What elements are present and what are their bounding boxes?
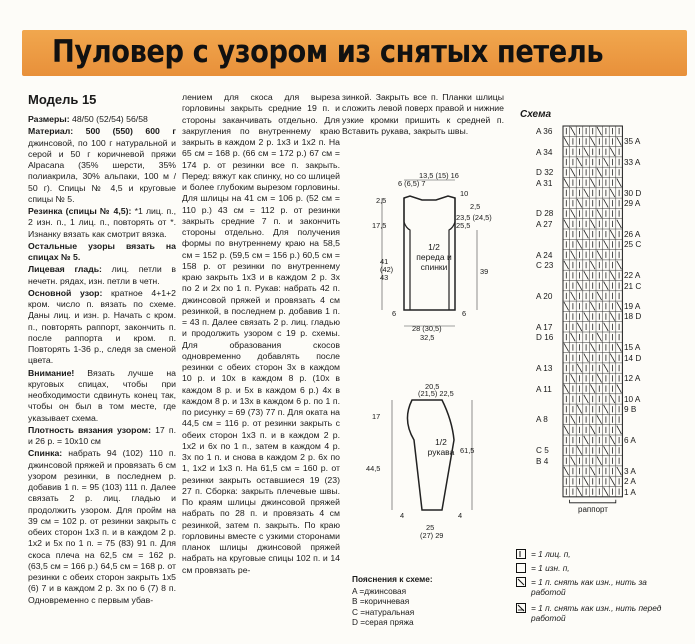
chart-row-label-left: D 28: [536, 209, 554, 219]
sleeve-inner-label: 1/2 рукава: [427, 437, 455, 457]
sleeve-height-left: 44,5: [366, 464, 381, 473]
chart-row-label-left: A 13: [536, 363, 553, 373]
symbol-text: = 1 лиц. п,: [531, 549, 571, 559]
paragraph-text: *1 лиц. п., 2 изн. п., 1 лиц. п., повторять от *. Изнанку вязать как смотрит вязка.: [28, 206, 176, 239]
sleeve-bottom-sub: (27) 29: [420, 531, 444, 540]
slip-stitch-mark: [604, 488, 609, 496]
paragraph-heading: Размеры:: [28, 114, 70, 124]
slip-stitch-mark: [617, 343, 622, 351]
slip-stitch-mark: [590, 302, 595, 310]
slip-stitch-mark: [597, 168, 602, 176]
slip-stitch-mark: [577, 199, 582, 207]
slip-stitch-mark: [584, 148, 589, 156]
paragraph-heading: Плотность вязания узором:: [28, 424, 151, 435]
slip-stitch-front-icon: [516, 603, 526, 613]
slip-stitch-mark: [571, 292, 576, 300]
chart-row-label-left: D 16: [536, 333, 554, 342]
slip-stitch-mark: [584, 230, 589, 238]
chart-row-label-left: A 20: [536, 291, 553, 301]
chart-row-label-left: C 23: [536, 260, 554, 270]
slip-stitch-mark: [610, 312, 615, 320]
slip-stitch-mark: [571, 415, 576, 423]
slip-stitch-mark: [571, 374, 576, 382]
sleeve-bottom-left: 4: [400, 511, 405, 520]
chart-row-label-right: 6 A: [624, 436, 636, 445]
slip-stitch-mark: [564, 467, 569, 475]
paragraph-heading: Материал: 500 (550) 600 г: [28, 126, 176, 137]
chart-row-label-right: 19 A: [624, 302, 641, 312]
front-bottom-inner: 28 (30,5): [412, 324, 442, 333]
chart-row-label-right: 1 A: [624, 487, 636, 497]
slip-stitch-mark: [610, 477, 615, 485]
symbol-text: = 1 п. снять как изн., нить за работой: [531, 577, 647, 597]
slip-stitch-mark: [590, 137, 595, 145]
slip-stitch-mark: [590, 385, 595, 393]
paragraph-heading: Основной узор:: [28, 287, 103, 298]
slip-stitch-mark: [617, 302, 622, 310]
paragraph-heading: Внимание!: [28, 367, 75, 378]
slip-stitch-mark: [564, 220, 569, 228]
slip-stitch-mark: [604, 446, 609, 454]
chart-row-label-left: A 36: [536, 127, 553, 136]
legend-item: A =джинсовая: [352, 585, 407, 596]
slip-stitch-mark: [610, 395, 615, 403]
slip-stitch-mark: [604, 282, 609, 290]
chart-row-label-right: 3 A: [624, 466, 636, 476]
knit-stitch-icon: [516, 549, 526, 559]
slip-stitch-mark: [617, 426, 622, 434]
chart-row-label-right: 35 A: [624, 137, 641, 147]
chart-row-label-left: A 17: [536, 322, 553, 332]
chart-row-label-right: 12 A: [624, 374, 641, 384]
chart-row-label-left: A 24: [536, 250, 553, 260]
slip-stitch-mark: [597, 374, 602, 382]
model-heading: Модель 15: [28, 92, 97, 107]
slip-stitch-mark: [584, 271, 589, 279]
chart-row-label-right: 10 A: [624, 394, 641, 404]
slip-stitch-mark: [571, 251, 576, 259]
symbol-text: = 1 изн. п,: [531, 563, 570, 573]
front-bottom-left: 6: [392, 309, 397, 318]
chart-row-label-right: 9 B: [624, 405, 637, 415]
paragraph-text: 48/50 (52/54) 56/58: [69, 114, 148, 124]
slip-stitch-mark: [584, 189, 589, 197]
chart-row-label-left: D 32: [536, 168, 554, 178]
chart-row-label-left: B 4: [536, 456, 549, 466]
slip-stitch-mark: [584, 477, 589, 485]
slip-stitch-mark: [564, 343, 569, 351]
front-shoulder-left: 2,5: [376, 196, 387, 205]
legend-heading: Пояснения к схеме:: [352, 574, 433, 584]
slip-stitch-mark: [571, 168, 576, 176]
chart-row-label-left: A 34: [536, 147, 553, 157]
slip-stitch-mark: [610, 271, 615, 279]
slip-stitch-mark: [610, 230, 615, 238]
paragraph-text: 17 п. и 26 р. = 10х10 см: [28, 424, 176, 446]
chart-row-label-right: 22 A: [624, 271, 641, 281]
slip-stitch-mark: [617, 467, 622, 475]
slip-stitch-mark: [564, 137, 569, 145]
front-neck-right: 10: [460, 189, 469, 198]
slip-stitch-mark: [597, 251, 602, 259]
sleeve-bottom-right: 4: [458, 511, 463, 520]
slip-stitch-mark: [604, 364, 609, 372]
paragraph-text: набрать 94 (102) 110 п. джинсовой пряжей и провязать 6 см узором резинки, в последнем р. добавив 1 п. = 95 (103) 111 п. Далее связать 2 р. лиц. гладью и продолжить узором. Для пройм на 39 см = 102 р. от резинки закрыть с обеих сторон 1х3 п. и в каждом 2 р. 1х2 и 5х по 1 п. = 75 (83) 91 п. Для скоса плеча на 62,5 см = 162 р. (63,5 см = 166 р.) 64,5 см = 168 р. от резинки с обеих сторон закрыть 1х5 (6) 7 и в каждом 2 р. 3х по 6 (7) 8 п. Одновременно с первым убав-: [28, 448, 176, 605]
slip-stitch-mark: [597, 333, 602, 341]
slip-stitch-mark: [597, 415, 602, 423]
paragraph-text: Вязать лучше на круговых спицах, чтобы при необходимости сдвинуть конец так, чтобы он был в том месте, где указывает схема.: [28, 367, 176, 423]
slip-stitch-back-icon: [516, 577, 526, 587]
slip-stitch-mark: [564, 179, 569, 187]
paragraph-heading: Резинка (спицы № 4,5):: [28, 206, 132, 216]
slip-stitch-mark: [597, 457, 602, 465]
slip-stitch-mark: [584, 395, 589, 403]
front-inner-label: 1/2 переда и спинки: [416, 242, 452, 272]
col2-text: лением для скоса для выреза горловины закрыть средние 19 п. и стороны заканчивать отдельно. Для закругления по внутреннему краю закрыть в каждом 2 р. 1х3 и 1х2 п. На 65 см = 168 р. (66 см = 172 р.) 67 см = 174 р. от резинки все п. закрыть. Перед: вяжут как спинку, но со шлицей и более глубоким вырезом горловины. Для шлицы на 41 см = 106 р. (52 см = 110 р.) 43 см = 112 р. от резинки закрыть средние 7 п. и закончить стороны отдельно. Для получения формы по внутреннему краю на 58,5 см = 152 р. (59,5 см = 156 р.) 60,5 см = 158 р. от резинки по внутреннему краю закрыть 1х3 и в каждом 2 р. 3х по 2 и 2х по 1 п. Рукав: набрать 42 п. джинсовой пряжей и провязать 4 см резинкой, в последнем р. добавив 1 п. = 43 п. Далее связать 2 р. лиц. гладью и продолжить узором с 19 р. схемы. Для образования скосов одновременно добавлять после резинки с обеих сторон 3х в каждом 10 р. и 10х в каждом 8 р. (10х в каждом 8 р. и 5х в каждом 6 р.) 4х в каждом 8 р. и 13х в каждом 6 р. по 1 п. по рисунку = 69 (73) 77 п. Для окатa на 44,5 см = 116 р. от резинки закрыть с обеих сторон 1х3 п. и в каждом 2 р. 1х2 и 6х по 1 п., затем в каждом 4 р. 3х по 1 п. и снова в каждом 2 р. 6х по 1, 1х2 и 1х3 п. На 61,5 см = 160 р. от резинки закрыть оставшиеся 19 (23) 27 п. Сборка: закрыть плечевые швы. По краям шлицы джинсовой пряжей набрать по 28 п. и провязать 4 см резинкой, затем п. закрыть. По краю горловины вместе с узкими сторонами планок шлицы джинсовой пряжей набрать на круговые спицы 102 п. и 14 см провязать ре-: [182, 92, 340, 575]
slip-stitch-mark: [610, 148, 615, 156]
legend-item: B =коричневая: [352, 596, 410, 607]
purl-stitch-icon: [516, 563, 526, 573]
slip-stitch-mark: [577, 158, 582, 166]
chart-row-label-right: 14 D: [624, 353, 642, 363]
col3-text: зинкой. Закрыть все п. Планки шлицы сложить левой поверх правой и нижние узкие кромки пришить к средней п. Вставить рукава, закрыть швы.: [342, 92, 504, 136]
slip-stitch-mark: [584, 436, 589, 444]
slip-stitch-mark: [617, 261, 622, 269]
slip-stitch-mark: [577, 323, 582, 331]
chart-row-label-left: A 27: [536, 219, 553, 229]
slip-stitch-mark: [604, 405, 609, 413]
repeat-label: раппорт: [578, 505, 608, 514]
slip-stitch-mark: [610, 354, 615, 362]
slip-stitch-mark: [564, 385, 569, 393]
slip-stitch-mark: [597, 209, 602, 217]
slip-stitch-mark: [597, 292, 602, 300]
slip-stitch-mark: [564, 302, 569, 310]
front-top-width: 13,5 (15) 16: [419, 171, 459, 180]
front-bottom-width: 32,5: [420, 333, 435, 342]
front-shoulder-width: 6 (6,5) 7: [398, 179, 426, 188]
paragraph-text: лиц. петли в нечетн. рядах, изн. петли в четн.: [28, 264, 176, 286]
sleeve-top-sub: (21,5) 22,5: [418, 389, 454, 398]
front-side-right: 39: [480, 267, 489, 276]
page-title: Пуловер с узором из снятых петель: [52, 34, 604, 70]
slip-stitch-mark: [617, 385, 622, 393]
front-armhole-left: 17,5: [372, 221, 387, 230]
slip-stitch-mark: [597, 127, 602, 135]
slip-stitch-mark: [610, 189, 615, 197]
slip-stitch-mark: [577, 364, 582, 372]
slip-stitch-mark: [577, 446, 582, 454]
slip-stitch-mark: [604, 323, 609, 331]
chart-row-label-right: 25 C: [624, 240, 642, 250]
paragraph-heading: Спинка:: [28, 448, 63, 459]
sleeve-height-right: 61,5: [460, 446, 475, 455]
paragraph-heading: Остальные узоры вязать на спицах № 5.: [28, 240, 176, 262]
chart-row-label-right: 2 A: [624, 477, 636, 487]
front-side-left: 41 (42) 43: [380, 257, 394, 282]
chart-row-label-left: A 31: [536, 178, 553, 188]
sleeve-top-width: 20,5: [425, 382, 440, 391]
chart-row-label-right: 18 D: [624, 312, 642, 322]
slip-stitch-mark: [617, 220, 622, 228]
slip-stitch-mark: [610, 436, 615, 444]
slip-stitch-mark: [571, 333, 576, 341]
slip-stitch-mark: [590, 220, 595, 228]
slip-stitch-mark: [584, 354, 589, 362]
slip-stitch-mark: [584, 312, 589, 320]
sleeve-cap-left: 17: [372, 412, 381, 421]
chart-row-label-left: C 5: [536, 446, 549, 456]
chart-row-label-right: 26 A: [624, 230, 641, 239]
legend-item: D =серая пряжа: [352, 617, 414, 628]
sleeve-bottom-width: 25: [426, 523, 435, 532]
slip-stitch-mark: [617, 179, 622, 187]
slip-stitch-mark: [571, 127, 576, 135]
front-bottom-right: 6: [462, 309, 467, 318]
slip-stitch-mark: [604, 158, 609, 166]
slip-stitch-mark: [590, 426, 595, 434]
paragraph-heading: Лицевая гладь:: [28, 264, 102, 275]
repeat-bracket: [570, 500, 616, 503]
chart-row-label-right: 21 C: [624, 281, 642, 291]
chart-row-label-left: A 11: [536, 384, 552, 394]
paragraph-text: джинсовой, по 100 г натуральной и серой и 50 г коричневой пряжи Alpacana (35% шерсти, 35% полиакрила, 30% альпаки, 100 м / 50 г). Спицы № 4,5 и круговые спицы № 5.: [28, 137, 176, 204]
chart-row-label-left: A 8: [536, 415, 548, 425]
slip-stitch-mark: [577, 282, 582, 290]
slip-stitch-mark: [590, 467, 595, 475]
paragraph-text: кратное 4+1+2 кром. число п. вязать по схеме. Даны лиц. и изн. р. Начать с кром. п., повторять раппорт, закончить п. после раппорта и кром. п. Повторять 1-36 р., следя за сменой цвета.: [28, 287, 176, 366]
slip-stitch-mark: [571, 457, 576, 465]
slip-stitch-mark: [590, 179, 595, 187]
chart-row-label-right: 15 A: [624, 343, 641, 353]
slip-stitch-mark: [577, 240, 582, 248]
chart-row-label-right: 29 A: [624, 199, 641, 209]
slip-stitch-mark: [590, 261, 595, 269]
front-right-2-5: 2,5: [470, 202, 481, 211]
slip-stitch-mark: [571, 209, 576, 217]
slip-stitch-mark: [604, 199, 609, 207]
slip-stitch-mark: [577, 488, 582, 496]
slip-stitch-mark: [604, 240, 609, 248]
front-right-armhole: 23,5 (24,5) 25,5: [456, 213, 492, 230]
slip-stitch-mark: [564, 261, 569, 269]
chart-row-label-right: 33 A: [624, 157, 641, 167]
chart-row-label-right: 30 D: [624, 188, 642, 198]
legend-item: C =натуральная: [352, 606, 415, 617]
schema-title: Схема: [520, 109, 552, 120]
symbol-text: = 1 п. снять как изн., нить перед работой: [531, 603, 662, 623]
slip-stitch-mark: [577, 405, 582, 413]
slip-stitch-mark: [590, 343, 595, 351]
slip-stitch-mark: [564, 426, 569, 434]
slip-stitch-mark: [617, 137, 622, 145]
